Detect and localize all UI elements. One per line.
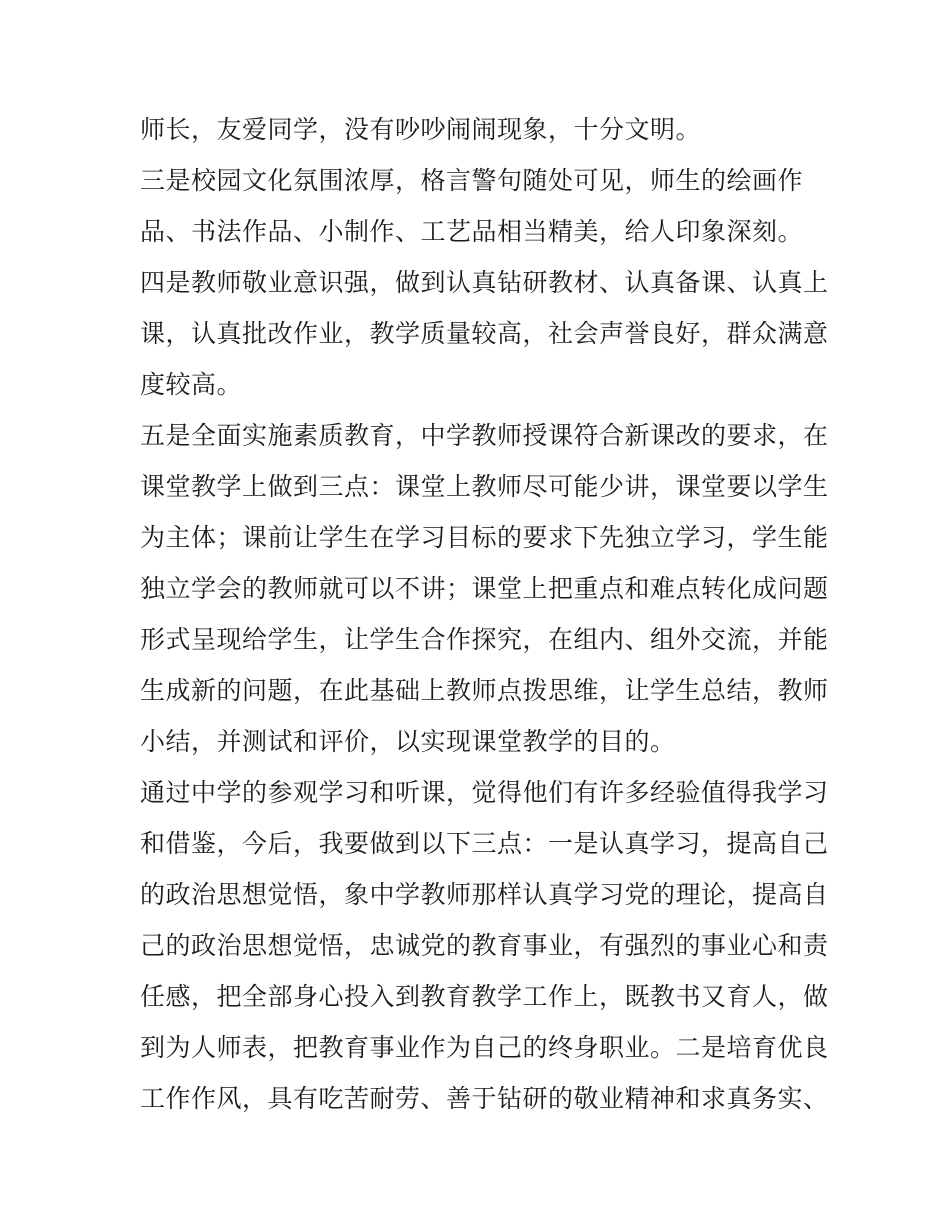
text-line-15: 和借鉴，今后，我要做到以下三点：一是认真学习，提高自己 (140, 829, 829, 858)
text-line-8: 课堂教学上做到三点：课堂上教师尽可能少讲，课堂要以学生 (140, 472, 829, 501)
text-line-4: 四是教师敬业意识强，做到认真钻研教材、认真备课、认真上 (140, 268, 829, 297)
text-line-6: 度较高。 (140, 370, 243, 399)
text-line-5: 课，认真批改作业，教学质量较高，社会声誉良好，群众满意 (140, 319, 829, 348)
text-line-14: 通过中学的参观学习和听课，觉得他们有许多经验值得我学习 (140, 778, 829, 807)
body-text (140, 104, 829, 1124)
text-line-12: 生成新的问题，在此基础上教师点拨思维，让学生总结，教师 (140, 676, 829, 705)
text-line-9: 为主体；课前让学生在学习目标的要求下先独立学习，学生能 (140, 523, 829, 552)
text-line-19: 到为人师表，把教育事业作为自己的终身职业。二是培育优良 (140, 1033, 829, 1062)
text-line-18: 任感，把全部身心投入到教育教学工作上，既教书又育人，做 (140, 982, 829, 1011)
text-line-3: 品、书法作品、小制作、工艺品相当精美，给人印象深刻。 (140, 217, 804, 246)
text-line-1: 师长，友爱同学，没有吵吵闹闹现象，十分文明。 (140, 115, 702, 144)
text-line-20: 工作作风，具有吃苦耐劳、善于钻研的敬业精神和求真务实、 (140, 1084, 829, 1113)
text-line-16: 的政治思想觉悟，象中学教师那样认真学习党的理论，提高自 (140, 880, 829, 909)
text-line-17: 己的政治思想觉悟，忠诚党的教育事业，有强烈的事业心和责 (140, 931, 829, 960)
text-line-11: 形式呈现给学生，让学生合作探究，在组内、组外交流，并能 (140, 625, 829, 654)
text-line-7: 五是全面实施素质教育，中学教师授课符合新课改的要求，在 (140, 421, 829, 450)
text-line-10: 独立学会的教师就可以不讲；课堂上把重点和难点转化成问题 (140, 574, 829, 603)
text-line-2: 三是校园文化氛围浓厚，格言警句随处可见，师生的绘画作 (140, 166, 804, 195)
text-line-13: 小结，并测试和评价，以实现课堂教学的目的。 (140, 727, 676, 756)
